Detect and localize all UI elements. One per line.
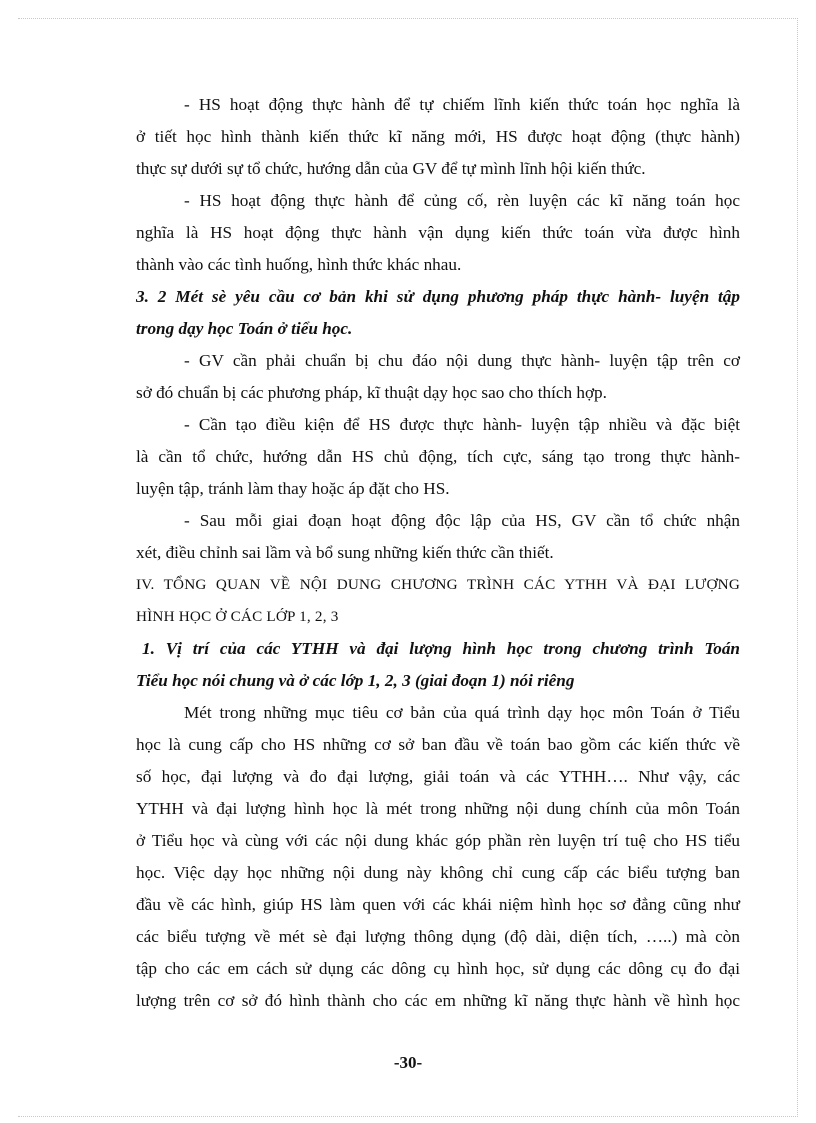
text-line: các biểu tượng về mét sè đại lượng thông dụng (độ dài, diện tích, …..) mà còn — [136, 927, 740, 946]
text-line: - HS hoạt động thực hành để củng cố, rèn luyện các kĩ năng toán học — [184, 191, 740, 210]
text-line: YTHH và đại lượng hình học là mét trong những nội dung chính của môn Toán — [136, 799, 740, 818]
text-line: - Sau mỗi giai đoạn hoạt động độc lập của HS, GV cần tổ chức nhận — [184, 511, 740, 530]
document-body — [136, 89, 740, 1017]
text-line: ở tiết học hình thành kiến thức kĩ năng mới, HS được hoạt động (thực hành) — [136, 127, 740, 146]
text-line: - Cần tạo điều kiện để HS được thực hành- luyện tập nhiều và đặc biệt — [184, 415, 740, 434]
text-line: lượng trên cơ sở đó hình thành cho các em những kĩ năng thực hành về hình học — [136, 991, 740, 1010]
text-line: học là cung cấp cho HS những cơ sở ban đầu về toán bao gồm các kiến thức về — [136, 735, 740, 754]
text-line: luyện tập, tránh làm thay hoặc áp đặt cho HS. — [136, 479, 450, 498]
subsection-heading: 1. Vị trí của các YTHH và đại lượng hình học trong chương trình Toán — [142, 639, 740, 658]
text-line: nghĩa là HS hoạt động thực hành vận dụng kiến thức toán vừa được hình — [136, 223, 740, 242]
subsection-heading: Tiểu học nói chung và ở các lớp 1, 2, 3 (giai đoạn 1) nói riêng — [136, 671, 575, 690]
text-line: xét, điều chỉnh sai lầm và bổ sung những kiến thức cần thiết. — [136, 543, 554, 562]
text-line: Mét trong những mục tiêu cơ bản của quá trình dạy học môn Toán ở Tiểu — [184, 703, 740, 722]
subsection-heading: trong dạy học Toán ở tiểu học. — [136, 319, 353, 338]
text-line: sở đó chuẩn bị các phương pháp, kĩ thuật dạy học sao cho thích hợp. — [136, 383, 607, 402]
text-line: thực sự dưới sự tổ chức, hướng dẫn của GV để tự mình lĩnh hội kiến thức. — [136, 159, 646, 178]
section-heading: HÌNH HỌC Ở CÁC LỚP 1, 2, 3 — [136, 608, 339, 625]
text-line: đầu về các hình, giúp HS làm quen với các khái niệm hình học sơ đẳng cũng như — [136, 895, 740, 914]
text-line: học. Việc dạy học những nội dung này không chỉ cung cấp các biểu tượng ban — [136, 863, 740, 882]
text-line: thành vào các tình huống, hình thức khác nhau. — [136, 255, 462, 274]
section-heading: IV. TỔNG QUAN VỀ NỘI DUNG CHƯƠNG TRÌNH CÁC YTHH VÀ ĐẠI LƯỢNG — [136, 576, 740, 593]
subsection-heading: 3. 2 Mét sè yêu cầu cơ bản khi sử dụng phương pháp thực hành- luyện tập — [136, 287, 740, 306]
text-line: tập cho các em cách sử dụng các dông cụ hình học, sử dụng các dông cụ đo đại — [136, 959, 740, 978]
text-line: - GV cần phải chuẩn bị chu đáo nội dung thực hành- luyện tập trên cơ — [184, 351, 740, 370]
text-line: ở Tiểu học và cùng với các nội dung khác góp phần rèn luyện trí tuệ cho HS tiểu — [136, 831, 740, 850]
text-line: là cần tổ chức, hướng dẫn HS chủ động, tích cực, sáng tạo trong thực hành- — [136, 447, 740, 466]
text-line: - HS hoạt động thực hành để tự chiếm lĩnh kiến thức toán học nghĩa là — [184, 95, 740, 114]
page-number: -30- — [393, 1053, 423, 1072]
text-line: số học, đại lượng và đo đại lượng, giải toán và các YTHH…. Như vậy, các — [136, 767, 740, 786]
